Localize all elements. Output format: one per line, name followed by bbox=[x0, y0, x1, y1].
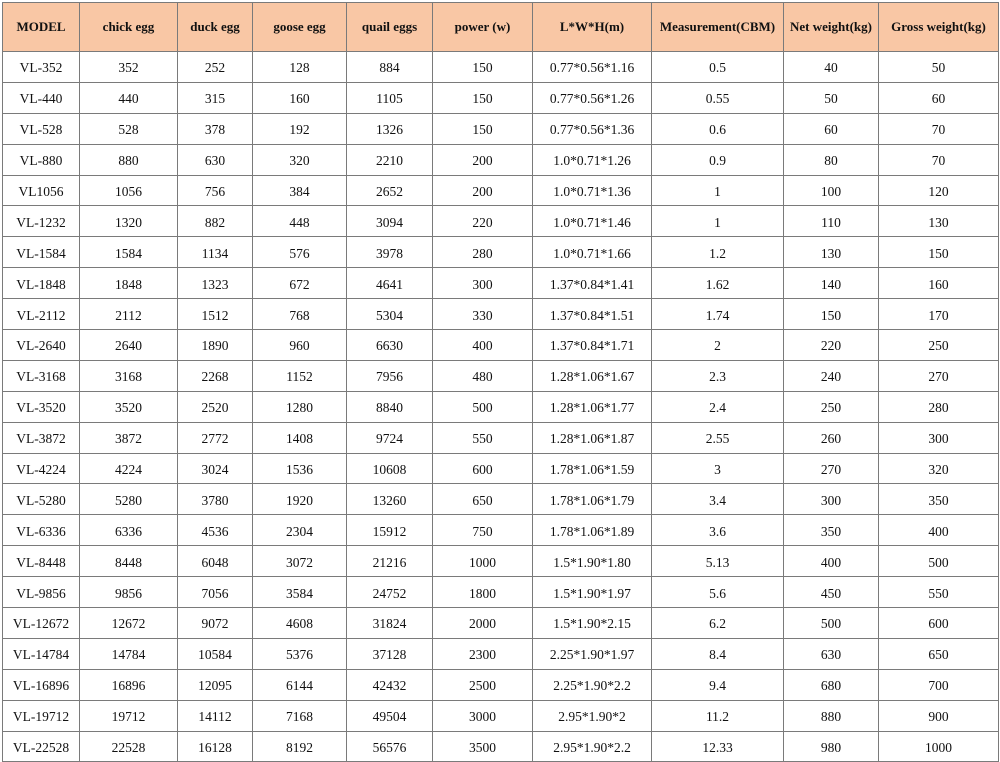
model-cell: VL-2112 bbox=[3, 299, 80, 330]
dimensions-cell: 1.5*1.90*2.15 bbox=[533, 608, 652, 639]
goose-egg-cell: 2304 bbox=[253, 515, 347, 546]
chick-egg-cell: 4224 bbox=[80, 453, 178, 484]
dimensions-cell: 1.78*1.06*1.59 bbox=[533, 453, 652, 484]
duck-egg-cell: 2520 bbox=[178, 391, 253, 422]
chick-egg-cell: 880 bbox=[80, 144, 178, 175]
gross-weight-cell: 600 bbox=[879, 608, 999, 639]
table-row bbox=[3, 330, 999, 361]
dimensions-cell: 1.37*0.84*1.41 bbox=[533, 268, 652, 299]
duck-egg-cell: 10584 bbox=[178, 638, 253, 669]
quail-eggs-cell: 5304 bbox=[347, 299, 433, 330]
dimensions-cell: 1.0*0.71*1.46 bbox=[533, 206, 652, 237]
goose-egg-cell: 3584 bbox=[253, 577, 347, 608]
duck-egg-cell: 12095 bbox=[178, 669, 253, 700]
gross-weight-cell: 320 bbox=[879, 453, 999, 484]
table-row bbox=[3, 237, 999, 268]
table-header bbox=[3, 3, 999, 52]
quail-eggs-cell: 10608 bbox=[347, 453, 433, 484]
model-cell: VL-880 bbox=[3, 144, 80, 175]
quail-eggs-cell: 9724 bbox=[347, 422, 433, 453]
gross-weight-cell: 250 bbox=[879, 330, 999, 361]
measurement-cell: 5.6 bbox=[652, 577, 784, 608]
table-row bbox=[3, 700, 999, 731]
measurement-cell: 9.4 bbox=[652, 669, 784, 700]
duck-egg-cell: 1323 bbox=[178, 268, 253, 299]
net-weight-cell: 880 bbox=[784, 700, 879, 731]
measurement-cell: 1.62 bbox=[652, 268, 784, 299]
power-cell: 480 bbox=[433, 360, 533, 391]
gross-weight-cell: 70 bbox=[879, 113, 999, 144]
chick-egg-cell: 16896 bbox=[80, 669, 178, 700]
power-cell: 200 bbox=[433, 175, 533, 206]
gross-weight-cell: 60 bbox=[879, 82, 999, 113]
gross-weight-cell: 350 bbox=[879, 484, 999, 515]
duck-egg-cell: 378 bbox=[178, 113, 253, 144]
power-cell: 2500 bbox=[433, 669, 533, 700]
model-cell: VL-440 bbox=[3, 82, 80, 113]
goose-egg-cell: 160 bbox=[253, 82, 347, 113]
duck-egg-cell: 756 bbox=[178, 175, 253, 206]
measurement-cell: 2 bbox=[652, 330, 784, 361]
gross-weight-cell: 550 bbox=[879, 577, 999, 608]
measurement-cell: 1 bbox=[652, 206, 784, 237]
goose-egg-cell: 768 bbox=[253, 299, 347, 330]
dimensions-cell: 0.77*0.56*1.16 bbox=[533, 52, 652, 83]
duck-egg-cell: 882 bbox=[178, 206, 253, 237]
table-row bbox=[3, 515, 999, 546]
net-weight-cell: 270 bbox=[784, 453, 879, 484]
table-row bbox=[3, 638, 999, 669]
table-row bbox=[3, 453, 999, 484]
model-cell: VL-12672 bbox=[3, 608, 80, 639]
chick-egg-cell: 5280 bbox=[80, 484, 178, 515]
duck-egg-cell: 1134 bbox=[178, 237, 253, 268]
quail-eggs-cell: 7956 bbox=[347, 360, 433, 391]
chick-egg-cell: 19712 bbox=[80, 700, 178, 731]
spec-table bbox=[2, 2, 999, 762]
chick-egg-cell: 22528 bbox=[80, 731, 178, 762]
header-power: power (w) bbox=[433, 3, 533, 52]
goose-egg-cell: 672 bbox=[253, 268, 347, 299]
duck-egg-cell: 2268 bbox=[178, 360, 253, 391]
net-weight-cell: 60 bbox=[784, 113, 879, 144]
measurement-cell: 0.5 bbox=[652, 52, 784, 83]
power-cell: 650 bbox=[433, 484, 533, 515]
quail-eggs-cell: 37128 bbox=[347, 638, 433, 669]
quail-eggs-cell: 4641 bbox=[347, 268, 433, 299]
net-weight-cell: 680 bbox=[784, 669, 879, 700]
dimensions-cell: 1.5*1.90*1.97 bbox=[533, 577, 652, 608]
dimensions-cell: 2.95*1.90*2 bbox=[533, 700, 652, 731]
net-weight-cell: 220 bbox=[784, 330, 879, 361]
table-row bbox=[3, 731, 999, 762]
power-cell: 2300 bbox=[433, 638, 533, 669]
header-quail-eggs: quail eggs bbox=[347, 3, 433, 52]
gross-weight-cell: 170 bbox=[879, 299, 999, 330]
gross-weight-cell: 120 bbox=[879, 175, 999, 206]
measurement-cell: 1.2 bbox=[652, 237, 784, 268]
quail-eggs-cell: 1326 bbox=[347, 113, 433, 144]
quail-eggs-cell: 31824 bbox=[347, 608, 433, 639]
chick-egg-cell: 12672 bbox=[80, 608, 178, 639]
table-row bbox=[3, 299, 999, 330]
gross-weight-cell: 50 bbox=[879, 52, 999, 83]
power-cell: 150 bbox=[433, 82, 533, 113]
duck-egg-cell: 9072 bbox=[178, 608, 253, 639]
gross-weight-cell: 700 bbox=[879, 669, 999, 700]
quail-eggs-cell: 1105 bbox=[347, 82, 433, 113]
goose-egg-cell: 4608 bbox=[253, 608, 347, 639]
dimensions-cell: 1.0*0.71*1.66 bbox=[533, 237, 652, 268]
quail-eggs-cell: 2652 bbox=[347, 175, 433, 206]
measurement-cell: 3.6 bbox=[652, 515, 784, 546]
net-weight-cell: 110 bbox=[784, 206, 879, 237]
gross-weight-cell: 900 bbox=[879, 700, 999, 731]
model-cell: VL-19712 bbox=[3, 700, 80, 731]
header-dimensions: L*W*H(m) bbox=[533, 3, 652, 52]
table-row bbox=[3, 577, 999, 608]
duck-egg-cell: 315 bbox=[178, 82, 253, 113]
quail-eggs-cell: 2210 bbox=[347, 144, 433, 175]
measurement-cell: 8.4 bbox=[652, 638, 784, 669]
net-weight-cell: 130 bbox=[784, 237, 879, 268]
gross-weight-cell: 650 bbox=[879, 638, 999, 669]
power-cell: 2000 bbox=[433, 608, 533, 639]
measurement-cell: 12.33 bbox=[652, 731, 784, 762]
duck-egg-cell: 3780 bbox=[178, 484, 253, 515]
header-model: MODEL bbox=[3, 3, 80, 52]
goose-egg-cell: 1152 bbox=[253, 360, 347, 391]
model-cell: VL-1232 bbox=[3, 206, 80, 237]
chick-egg-cell: 8448 bbox=[80, 546, 178, 577]
dimensions-cell: 1.0*0.71*1.36 bbox=[533, 175, 652, 206]
chick-egg-cell: 6336 bbox=[80, 515, 178, 546]
net-weight-cell: 630 bbox=[784, 638, 879, 669]
measurement-cell: 2.55 bbox=[652, 422, 784, 453]
gross-weight-cell: 130 bbox=[879, 206, 999, 237]
goose-egg-cell: 5376 bbox=[253, 638, 347, 669]
header-net-weight: Net weight(kg) bbox=[784, 3, 879, 52]
power-cell: 200 bbox=[433, 144, 533, 175]
dimensions-cell: 1.28*1.06*1.87 bbox=[533, 422, 652, 453]
dimensions-cell: 2.25*1.90*1.97 bbox=[533, 638, 652, 669]
chick-egg-cell: 1848 bbox=[80, 268, 178, 299]
net-weight-cell: 100 bbox=[784, 175, 879, 206]
header-duck-egg: duck egg bbox=[178, 3, 253, 52]
power-cell: 1800 bbox=[433, 577, 533, 608]
dimensions-cell: 1.37*0.84*1.71 bbox=[533, 330, 652, 361]
dimensions-cell: 1.28*1.06*1.77 bbox=[533, 391, 652, 422]
model-cell: VL-528 bbox=[3, 113, 80, 144]
gross-weight-cell: 300 bbox=[879, 422, 999, 453]
goose-egg-cell: 1536 bbox=[253, 453, 347, 484]
chick-egg-cell: 14784 bbox=[80, 638, 178, 669]
dimensions-cell: 0.77*0.56*1.26 bbox=[533, 82, 652, 113]
model-cell: VL-22528 bbox=[3, 731, 80, 762]
model-cell: VL1056 bbox=[3, 175, 80, 206]
power-cell: 600 bbox=[433, 453, 533, 484]
dimensions-cell: 1.37*0.84*1.51 bbox=[533, 299, 652, 330]
dimensions-cell: 0.77*0.56*1.36 bbox=[533, 113, 652, 144]
duck-egg-cell: 7056 bbox=[178, 577, 253, 608]
table-row bbox=[3, 546, 999, 577]
duck-egg-cell: 16128 bbox=[178, 731, 253, 762]
measurement-cell: 3.4 bbox=[652, 484, 784, 515]
power-cell: 550 bbox=[433, 422, 533, 453]
measurement-cell: 2.3 bbox=[652, 360, 784, 391]
net-weight-cell: 150 bbox=[784, 299, 879, 330]
chick-egg-cell: 3168 bbox=[80, 360, 178, 391]
table-body bbox=[3, 52, 999, 762]
model-cell: VL-4224 bbox=[3, 453, 80, 484]
gross-weight-cell: 70 bbox=[879, 144, 999, 175]
duck-egg-cell: 1890 bbox=[178, 330, 253, 361]
model-cell: VL-2640 bbox=[3, 330, 80, 361]
goose-egg-cell: 576 bbox=[253, 237, 347, 268]
net-weight-cell: 260 bbox=[784, 422, 879, 453]
quail-eggs-cell: 13260 bbox=[347, 484, 433, 515]
goose-egg-cell: 192 bbox=[253, 113, 347, 144]
power-cell: 330 bbox=[433, 299, 533, 330]
duck-egg-cell: 14112 bbox=[178, 700, 253, 731]
quail-eggs-cell: 3094 bbox=[347, 206, 433, 237]
dimensions-cell: 1.0*0.71*1.26 bbox=[533, 144, 652, 175]
chick-egg-cell: 2112 bbox=[80, 299, 178, 330]
table-row bbox=[3, 484, 999, 515]
gross-weight-cell: 160 bbox=[879, 268, 999, 299]
duck-egg-cell: 6048 bbox=[178, 546, 253, 577]
dimensions-cell: 1.78*1.06*1.79 bbox=[533, 484, 652, 515]
measurement-cell: 6.2 bbox=[652, 608, 784, 639]
gross-weight-cell: 150 bbox=[879, 237, 999, 268]
dimensions-cell: 1.28*1.06*1.67 bbox=[533, 360, 652, 391]
model-cell: VL-1584 bbox=[3, 237, 80, 268]
dimensions-cell: 2.25*1.90*2.2 bbox=[533, 669, 652, 700]
measurement-cell: 2.4 bbox=[652, 391, 784, 422]
quail-eggs-cell: 42432 bbox=[347, 669, 433, 700]
goose-egg-cell: 1920 bbox=[253, 484, 347, 515]
chick-egg-cell: 1056 bbox=[80, 175, 178, 206]
duck-egg-cell: 2772 bbox=[178, 422, 253, 453]
power-cell: 3500 bbox=[433, 731, 533, 762]
model-cell: VL-14784 bbox=[3, 638, 80, 669]
chick-egg-cell: 1320 bbox=[80, 206, 178, 237]
net-weight-cell: 350 bbox=[784, 515, 879, 546]
net-weight-cell: 80 bbox=[784, 144, 879, 175]
duck-egg-cell: 1512 bbox=[178, 299, 253, 330]
table-row bbox=[3, 391, 999, 422]
power-cell: 3000 bbox=[433, 700, 533, 731]
net-weight-cell: 500 bbox=[784, 608, 879, 639]
quail-eggs-cell: 884 bbox=[347, 52, 433, 83]
power-cell: 220 bbox=[433, 206, 533, 237]
quail-eggs-cell: 8840 bbox=[347, 391, 433, 422]
model-cell: VL-3168 bbox=[3, 360, 80, 391]
measurement-cell: 0.6 bbox=[652, 113, 784, 144]
measurement-cell: 5.13 bbox=[652, 546, 784, 577]
header-gross-weight: Gross weight(kg) bbox=[879, 3, 999, 52]
header-goose-egg: goose egg bbox=[253, 3, 347, 52]
quail-eggs-cell: 6630 bbox=[347, 330, 433, 361]
chick-egg-cell: 3520 bbox=[80, 391, 178, 422]
net-weight-cell: 980 bbox=[784, 731, 879, 762]
dimensions-cell: 1.78*1.06*1.89 bbox=[533, 515, 652, 546]
goose-egg-cell: 448 bbox=[253, 206, 347, 237]
duck-egg-cell: 4536 bbox=[178, 515, 253, 546]
quail-eggs-cell: 49504 bbox=[347, 700, 433, 731]
net-weight-cell: 140 bbox=[784, 268, 879, 299]
model-cell: VL-352 bbox=[3, 52, 80, 83]
table-row bbox=[3, 608, 999, 639]
goose-egg-cell: 1408 bbox=[253, 422, 347, 453]
net-weight-cell: 50 bbox=[784, 82, 879, 113]
dimensions-cell: 1.5*1.90*1.80 bbox=[533, 546, 652, 577]
table-row bbox=[3, 268, 999, 299]
goose-egg-cell: 320 bbox=[253, 144, 347, 175]
table-row bbox=[3, 82, 999, 113]
power-cell: 300 bbox=[433, 268, 533, 299]
table-row bbox=[3, 422, 999, 453]
duck-egg-cell: 630 bbox=[178, 144, 253, 175]
quail-eggs-cell: 56576 bbox=[347, 731, 433, 762]
power-cell: 150 bbox=[433, 113, 533, 144]
gross-weight-cell: 400 bbox=[879, 515, 999, 546]
table-row bbox=[3, 113, 999, 144]
measurement-cell: 11.2 bbox=[652, 700, 784, 731]
net-weight-cell: 250 bbox=[784, 391, 879, 422]
measurement-cell: 0.55 bbox=[652, 82, 784, 113]
dimensions-cell: 2.95*1.90*2.2 bbox=[533, 731, 652, 762]
gross-weight-cell: 1000 bbox=[879, 731, 999, 762]
goose-egg-cell: 7168 bbox=[253, 700, 347, 731]
quail-eggs-cell: 21216 bbox=[347, 546, 433, 577]
net-weight-cell: 40 bbox=[784, 52, 879, 83]
model-cell: VL-8448 bbox=[3, 546, 80, 577]
measurement-cell: 3 bbox=[652, 453, 784, 484]
model-cell: VL-6336 bbox=[3, 515, 80, 546]
net-weight-cell: 400 bbox=[784, 546, 879, 577]
chick-egg-cell: 1584 bbox=[80, 237, 178, 268]
chick-egg-cell: 9856 bbox=[80, 577, 178, 608]
header-measurement: Measurement(CBM) bbox=[652, 3, 784, 52]
net-weight-cell: 240 bbox=[784, 360, 879, 391]
net-weight-cell: 450 bbox=[784, 577, 879, 608]
header-chick-egg: chick egg bbox=[80, 3, 178, 52]
power-cell: 750 bbox=[433, 515, 533, 546]
goose-egg-cell: 8192 bbox=[253, 731, 347, 762]
measurement-cell: 1 bbox=[652, 175, 784, 206]
goose-egg-cell: 3072 bbox=[253, 546, 347, 577]
power-cell: 1000 bbox=[433, 546, 533, 577]
model-cell: VL-16896 bbox=[3, 669, 80, 700]
table-row bbox=[3, 175, 999, 206]
power-cell: 500 bbox=[433, 391, 533, 422]
chick-egg-cell: 3872 bbox=[80, 422, 178, 453]
model-cell: VL-9856 bbox=[3, 577, 80, 608]
gross-weight-cell: 280 bbox=[879, 391, 999, 422]
measurement-cell: 1.74 bbox=[652, 299, 784, 330]
table-row bbox=[3, 206, 999, 237]
table-row bbox=[3, 52, 999, 83]
net-weight-cell: 300 bbox=[784, 484, 879, 515]
goose-egg-cell: 128 bbox=[253, 52, 347, 83]
chick-egg-cell: 352 bbox=[80, 52, 178, 83]
goose-egg-cell: 1280 bbox=[253, 391, 347, 422]
table-row bbox=[3, 144, 999, 175]
duck-egg-cell: 3024 bbox=[178, 453, 253, 484]
measurement-cell: 0.9 bbox=[652, 144, 784, 175]
model-cell: VL-3872 bbox=[3, 422, 80, 453]
quail-eggs-cell: 3978 bbox=[347, 237, 433, 268]
power-cell: 400 bbox=[433, 330, 533, 361]
goose-egg-cell: 960 bbox=[253, 330, 347, 361]
model-cell: VL-1848 bbox=[3, 268, 80, 299]
goose-egg-cell: 384 bbox=[253, 175, 347, 206]
power-cell: 280 bbox=[433, 237, 533, 268]
table-row bbox=[3, 360, 999, 391]
model-cell: VL-3520 bbox=[3, 391, 80, 422]
header-row bbox=[3, 3, 999, 52]
quail-eggs-cell: 24752 bbox=[347, 577, 433, 608]
quail-eggs-cell: 15912 bbox=[347, 515, 433, 546]
chick-egg-cell: 440 bbox=[80, 82, 178, 113]
gross-weight-cell: 500 bbox=[879, 546, 999, 577]
duck-egg-cell: 252 bbox=[178, 52, 253, 83]
goose-egg-cell: 6144 bbox=[253, 669, 347, 700]
model-cell: VL-5280 bbox=[3, 484, 80, 515]
power-cell: 150 bbox=[433, 52, 533, 83]
chick-egg-cell: 2640 bbox=[80, 330, 178, 361]
chick-egg-cell: 528 bbox=[80, 113, 178, 144]
gross-weight-cell: 270 bbox=[879, 360, 999, 391]
